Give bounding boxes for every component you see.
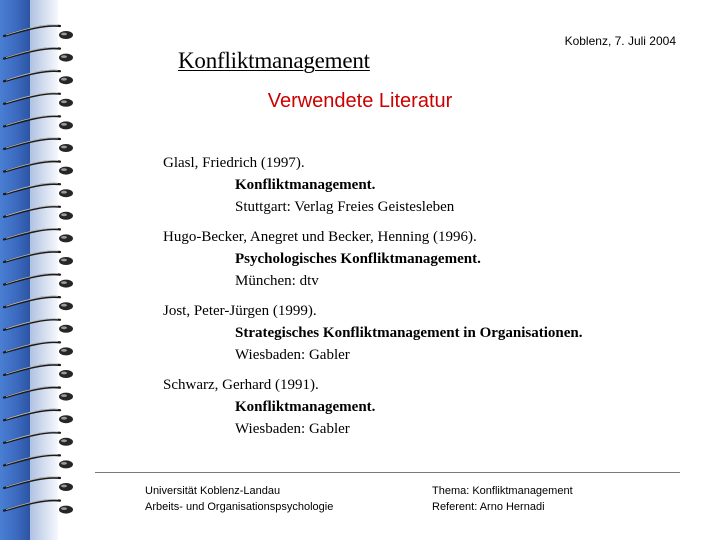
reference-item bbox=[163, 300, 683, 366]
reference-author: Schwarz, Gerhard (1991). bbox=[163, 377, 319, 393]
footer-department: Arbeits- und Organisationspsychologie bbox=[145, 501, 334, 513]
reference-publisher: Wiesbaden: Gabler bbox=[235, 347, 350, 363]
reference-work: Konfliktmanagement. bbox=[235, 177, 376, 193]
reference-author: Glasl, Friedrich (1997). bbox=[163, 155, 305, 171]
reference-publisher: München: dtv bbox=[235, 273, 319, 289]
reference-item bbox=[163, 374, 683, 440]
reference-work: Konfliktmanagement. bbox=[235, 399, 376, 415]
footer-theme: Thema: Konfliktmanagement bbox=[432, 485, 573, 497]
reference-work: Psychologisches Konfliktmanagement. bbox=[235, 251, 481, 267]
footer-institution bbox=[145, 483, 333, 515]
page-title: Konfliktmanagement bbox=[178, 48, 370, 73]
date-label: Koblenz, 7. Juli 2004 bbox=[564, 34, 676, 48]
footer-university: Universität Koblenz-Landau bbox=[145, 485, 281, 497]
reference-publisher: Wiesbaden: Gabler bbox=[235, 421, 350, 437]
footer-topic bbox=[432, 483, 573, 515]
reference-work: Strategisches Konfliktmanagement in Organisationen. bbox=[235, 325, 583, 341]
footer-presenter: Referent: Arno Hernadi bbox=[432, 501, 545, 513]
reference-item bbox=[163, 226, 683, 292]
reference-author: Jost, Peter-Jürgen (1999). bbox=[163, 303, 317, 319]
reference-author: Hugo-Becker, Anegret und Becker, Henning (1996). bbox=[163, 229, 477, 245]
reference-item bbox=[163, 152, 683, 218]
reference-publisher: Stuttgart: Verlag Freies Geistesleben bbox=[235, 199, 455, 215]
section-heading: Verwendete Literatur bbox=[267, 90, 453, 112]
footer-divider bbox=[95, 472, 680, 473]
